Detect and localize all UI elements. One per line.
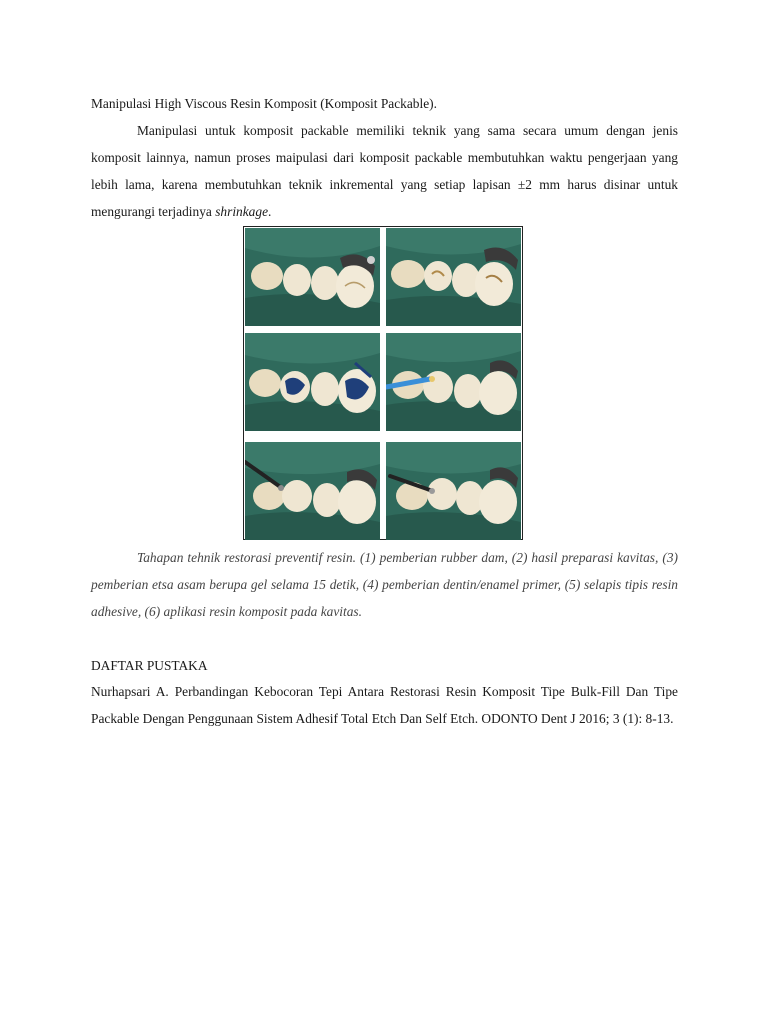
photo-step-5 [245,442,380,540]
references-heading: DAFTAR PUSTAKA [91,658,208,673]
paragraph-text: Manipulasi untuk komposit packable memiliki teknik yang sama secara umum dengan jenis komposit lainnya, namun proses maipulasi dari komposit packable membutuhkan waktu pengerjaan yang lebih lama, karena membutuhkan teknik inkremental yang setiap lapisan ±2 mm harus disinar untuk mengurangi terjadinya [91,123,678,219]
body-paragraph [91,117,678,225]
paragraph-emphasis: shrinkage [215,204,269,219]
paragraph-end: . [268,204,272,219]
photo-step-2 [386,228,521,326]
section-heading: Manipulasi High Viscous Resin Komposit (Komposit Packable). [91,96,437,111]
photo-step-1 [245,228,380,326]
photo-step-6 [386,442,521,540]
photo-step-3 [245,333,380,431]
figure-caption: Tahapan tehnik restorasi preventif resin. (1) pemberian rubber dam, (2) hasil preparasi kavitas, (3) pemberian etsa asam berupa gel selama 15 detik, (4) pemberian dentin/enamel primer, (5) selapis tipis resin adhesive, (6) aplikasi resin komposit pada kavitas. [91,550,678,619]
reference-item: Nurhapsari A. Perbandingan Kebocoran Tepi Antara Restorasi Resin Komposit Tipe Bulk-Fill Dan Tipe Packable Dengan Penggunaan Sistem Adhesif Total Etch Dan Self Etch. ODONTO Dent J 2016; 3 (1): 8-13. [91,684,678,726]
procedure-figure [243,226,523,540]
photo-step-4 [386,333,521,431]
